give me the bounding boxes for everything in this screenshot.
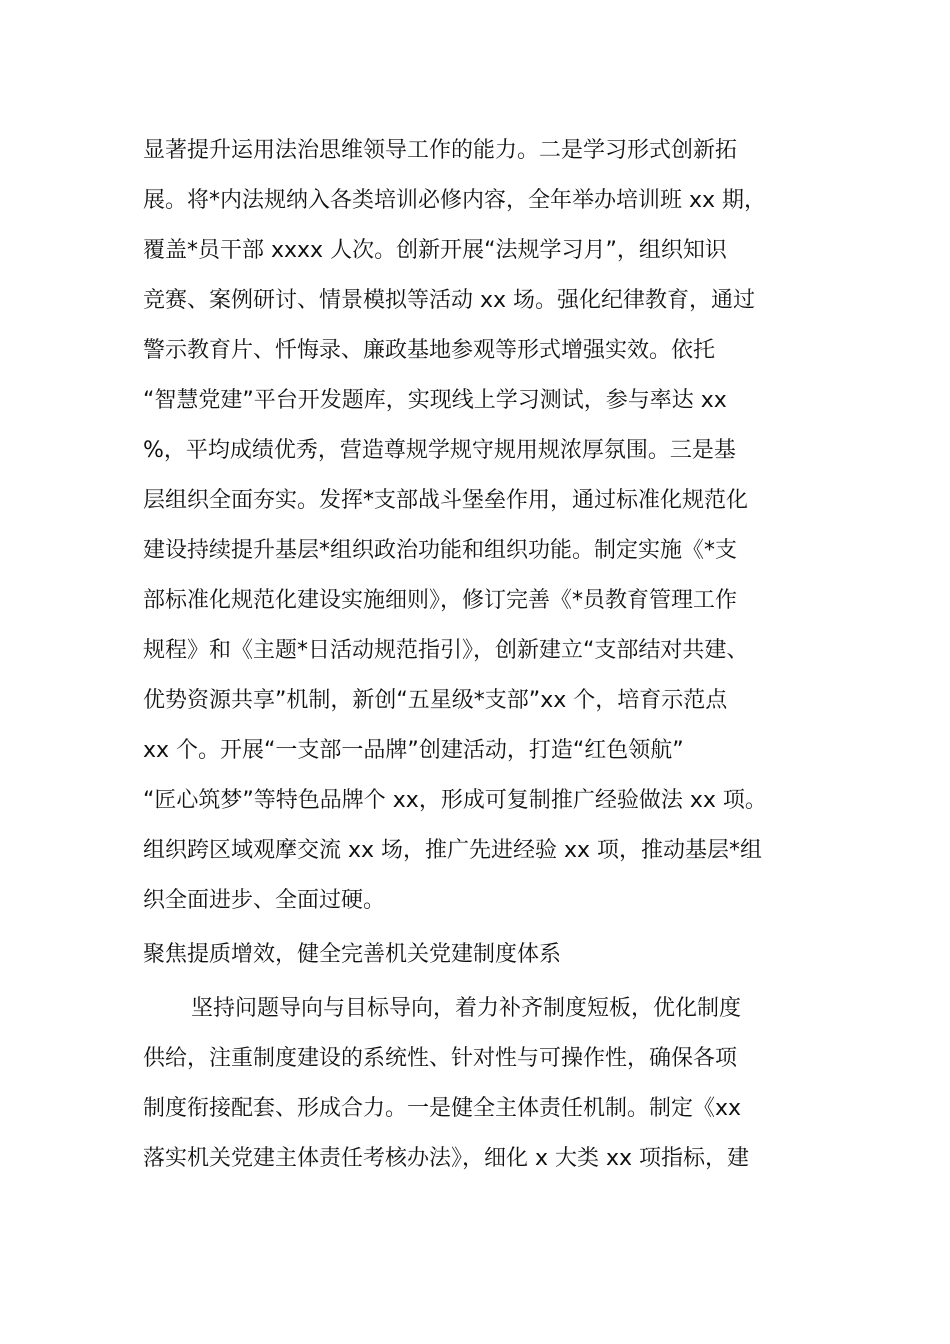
body-paragraph-2 <box>143 984 833 1184</box>
section-heading-block <box>143 930 833 980</box>
paragraph-line: 规程》和《主题*日活动规范指引》，创新建立“支部结对共建、 <box>143 638 749 663</box>
paragraph-line: %，平均成绩优秀，营造尊规学规守规用规浓厚氛围。三是基 <box>143 438 736 463</box>
section-heading: 聚焦提质增效，健全完善机关党建制度体系 <box>143 942 562 967</box>
paragraph-line: “匠心筑梦”等特色品牌个 xx，形成可复制推广经验做法 xx 项。 <box>143 788 767 813</box>
paragraph-line: 组织跨区域观摩交流 xx 场，推广先进经验 xx 项，推动基层*组 <box>143 838 763 863</box>
paragraph-line: 优势资源共享”机制，新创“五星级*支部”xx 个，培育示范点 <box>143 688 728 713</box>
paragraph-line: 制度衔接配套、形成合力。一是健全主体责任机制。制定《xx <box>143 1096 742 1121</box>
paragraph-line: 部标准化规范化建设实施细则》，修订完善《*员教育管理工作 <box>143 588 738 613</box>
paragraph-line: 落实机关党建主体责任考核办法》，细化 x 大类 xx 项指标，建 <box>143 1146 750 1171</box>
paragraph-line: 覆盖*员干部 xxxx 人次。创新开展“法规学习月”，组织知识 <box>143 238 727 263</box>
paragraph-line: 展。将*内法规纳入各类培训必修内容，全年举办培训班 xx 期， <box>143 188 767 213</box>
paragraph-line: xx 个。开展“一支部一品牌”创建活动，打造“红色领航” <box>143 738 684 763</box>
paragraph-line: 建设持续提升基层*组织政治功能和组织功能。制定实施《*支 <box>143 538 738 563</box>
paragraph-line: 层组织全面夯实。发挥*支部战斗堡垒作用，通过标准化规范化 <box>143 488 749 513</box>
paragraph-line: 织全面进步、全面过硬。 <box>143 888 386 913</box>
paragraph-line: 供给，注重制度建设的系统性、针对性与可操作性，确保各项 <box>143 1046 738 1071</box>
paragraph-line: 显著提升运用法治思维领导工作的能力。二是学习形式创新拓 <box>143 138 738 163</box>
body-paragraph-1 <box>143 126 833 926</box>
paragraph-line: “智慧党建”平台开发题库，实现线上学习测试，参与率达 xx <box>143 388 727 413</box>
paragraph-line: 坚持问题导向与目标导向，着力补齐制度短板，优化制度 <box>191 996 742 1021</box>
paragraph-line: 警示教育片、忏悔录、廉政基地参观等形式增强实效。依托 <box>143 338 716 363</box>
paragraph-line: 竞赛、案例研讨、情景模拟等活动 xx 场。强化纪律教育，通过 <box>143 288 756 313</box>
